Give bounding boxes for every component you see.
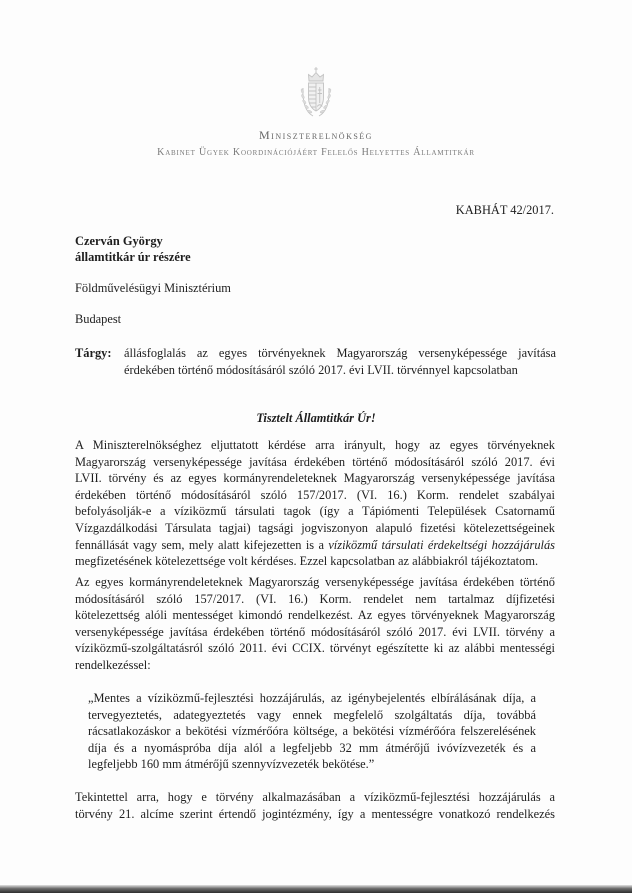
quotation-line: legfeljebb 160 mm átmérőjű szennyvízvezeték bekötése.” (88, 757, 375, 772)
quotation-line: rácsatlakozáskor a bekötési vízmérőóra költsége, a bekötési vízmérőóra felszerelésének (88, 724, 536, 739)
paragraph-line (75, 537, 555, 554)
scan-edge (0, 885, 632, 893)
subject-line: érdekében történő módosításáról szóló 2017. évi LVII. törvénnyel kapcsolatban (124, 362, 518, 377)
recipient-title: államtitkár úr részére (75, 250, 191, 264)
paragraph-line: érdekében történő módosításáról szóló 157/2017. (VI. 16.) Korm. rendelet szabályai (75, 487, 555, 502)
paragraph-line: víziközmű-szolgáltatásról szóló 2011. évi CCIX. törvényt egészítette ki az alábbi mentességi (75, 641, 555, 656)
paragraph-line: A Miniszterelnökséghez eljuttatott kérdése arra irányult, hogy az egyes törvényeknek (75, 438, 555, 452)
recipient-name: Czerván György (75, 234, 163, 248)
paragraph-line: megfizetésének kötelezettsége volt kérdéses. Ezzel kapcsolatban az alábbiakról tájékoztatom. (75, 554, 539, 569)
organization-name: Miniszterelnökség (259, 128, 373, 142)
coat-of-arms-graphic (296, 66, 336, 120)
paragraph-3 (75, 789, 555, 822)
paragraph-line: Vízgazdálkodási Társulata tagjai) tagsági jogviszonyon alapuló fizetési kötelezettségeinek (75, 520, 555, 535)
quotation-line: díja és a nyomáspróba díja alól a legfeljebb 32 mm átmérőjű ivóvízvezeték és a (88, 740, 536, 755)
paragraph-line: Magyarország versenyképessége javítása érdekében történő módosításáról szóló 2017. évi (75, 454, 555, 469)
reference-number: KABHÁT 42/2017. (455, 203, 554, 217)
paragraph-line: LVII. törvény és az egyes kormányrendeleteknek Magyarország versenyképessége javítása (75, 471, 555, 486)
paragraph-line: törvény 21. alcíme szerint értendő jogintézmény, így a mentességre vonatkozó rendelkezés (75, 806, 555, 821)
paragraph-line: módosításáról szóló 157/2017. (VI. 16.) Korm. rendelet nem tartalmaz díjfizetési (75, 591, 555, 606)
office-name: Kabinet Ügyek Koordinációjáért Felelős Helyettes Államtitkár (157, 147, 475, 158)
paragraph-line: Tekintettel arra, hogy e törvény alkalmazásában a víziközmű-fejlesztési hozzájárulás a (75, 790, 555, 804)
quotation-line: tervegyeztetés, adategyeztetés vagy ennek megfelelő szolgáltatás díja, továbbá (88, 707, 536, 722)
emphasized-term: víziközmű társulati érdekeltségi hozzájárulás (328, 537, 555, 552)
paragraph-line: Az egyes kormányrendeleteknek Magyarország versenyképessége javítása érdekében történő (75, 575, 555, 589)
salutation: Tisztelt Államtitkár Úr! (256, 411, 376, 425)
paragraph-line: rendelkezéssel: (75, 657, 151, 672)
line-text: fennállását vagy sem, mely alatt kifejezetten is a (75, 537, 329, 552)
subject-text (124, 345, 556, 378)
paragraph-2 (75, 574, 555, 674)
recipient-city: Budapest (75, 312, 122, 326)
recipient-institution: Földművelésügyi Minisztérium (75, 281, 231, 295)
paragraph-line: befolyásolják-e a víziközmű társulati tagok (így a Tápiómenti Települések Csatornamű (75, 504, 555, 519)
subject-label: Tárgy: (75, 346, 112, 360)
coat-of-arms-icon (296, 66, 336, 120)
paragraph-line: kötelezettség alóli mentességet kimondó rendelkezést. Az egyes törvényeknek Magyarország (75, 608, 555, 623)
legal-quotation (88, 690, 536, 773)
paragraph-line: versenyképessége javítása érdekében történő módosításáról szóló 2017. évi LVII. törvény a (75, 624, 555, 639)
quotation-line: „Mentes a víziközmű-fejlesztési hozzájárulás, az igénybejelentés elbírálásának díja, a (88, 691, 536, 705)
subject-line: állásfoglalás az egyes törvényeknek Magyarország versenyképessége javítása (124, 346, 556, 360)
paragraph-1 (75, 437, 555, 570)
